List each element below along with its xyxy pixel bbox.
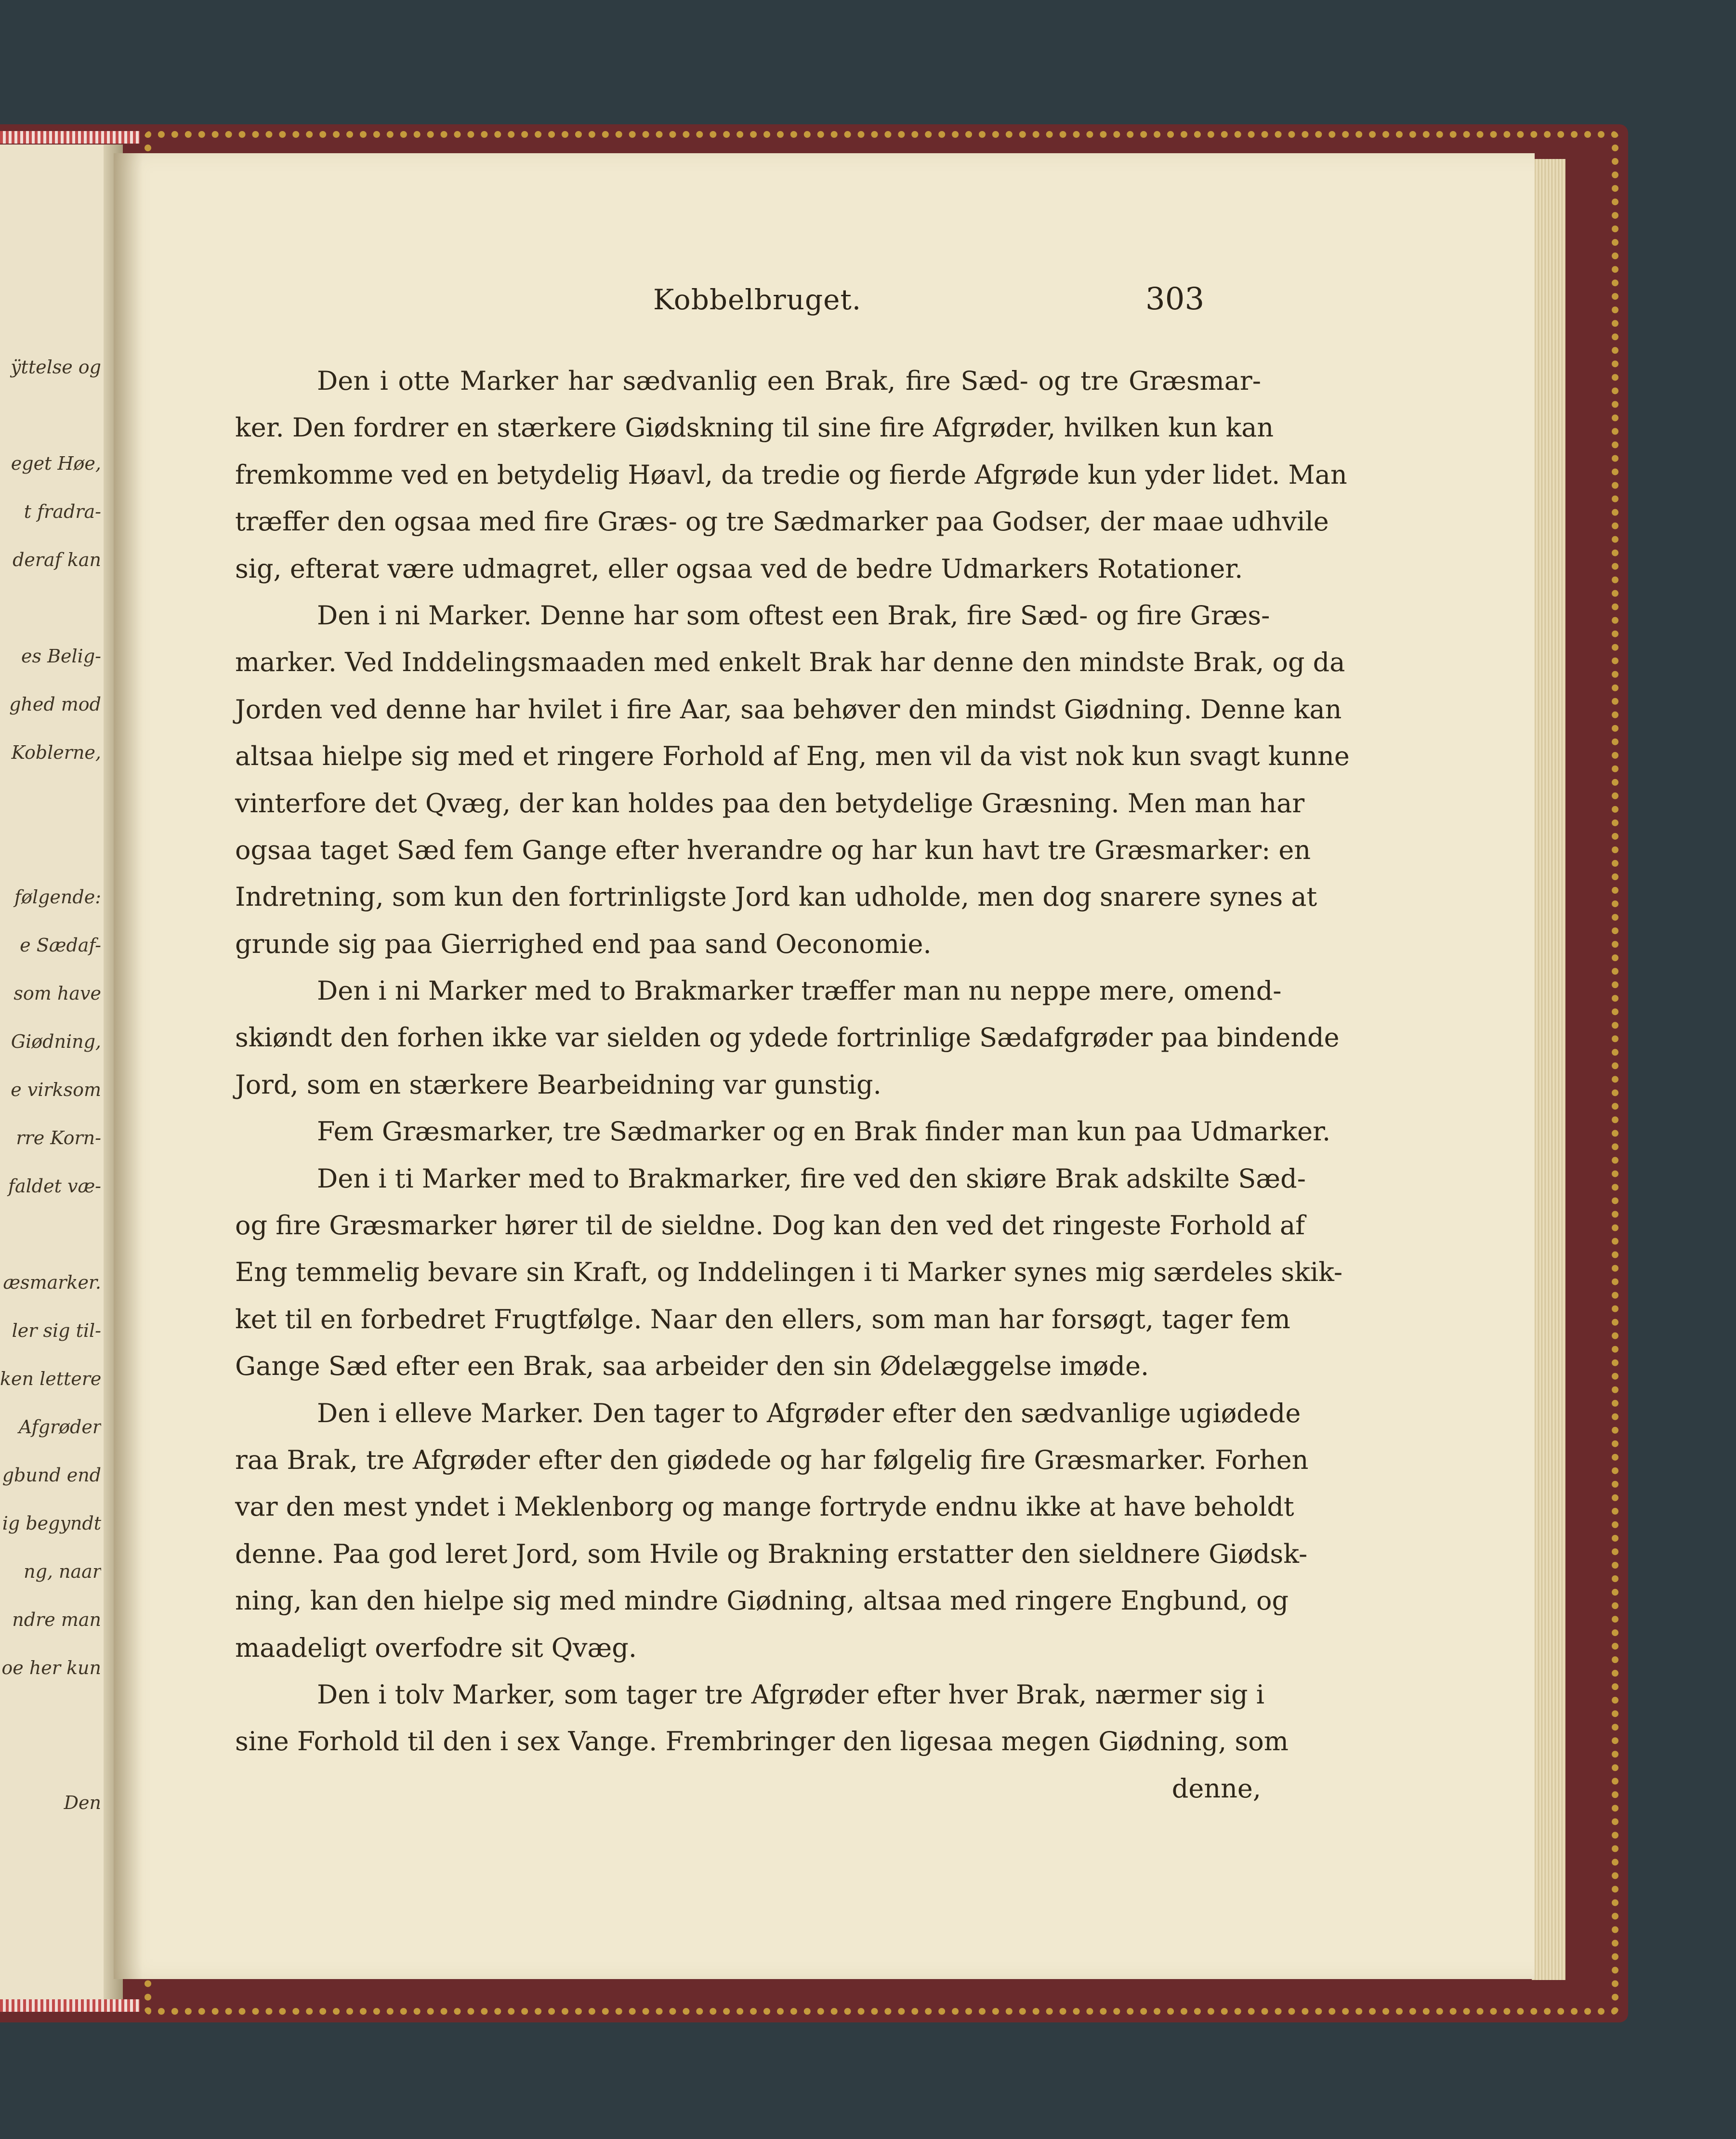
left-page-fragment: ig begyndt xyxy=(2,1513,101,1534)
text-line: marker. Ved Inddelingsmaaden med enkelt Brak har denne den mindste Brak, og da xyxy=(235,647,1345,678)
text-line: ogsaa taget Sæd fem Gange efter hverandre og har kun havt tre Græsmarker: en xyxy=(235,834,1311,865)
text-line: træffer den ogsaa med fire Græs- og tre Sædmarker paa Godser, der maae udhvile xyxy=(235,506,1329,537)
text-line: skiøndt den forhen ikke var sielden og ydede fortrinlige Sædafgrøder paa bindende xyxy=(235,1022,1340,1053)
text-line: altsaa hielpe sig med et ringere Forhold af Eng, men vil da vist nok kun svagt kunne xyxy=(235,741,1350,772)
text-line: Den i otte Marker har sædvanlig een Brak, fire Sæd- og tre Græsmar- xyxy=(317,366,1261,396)
page-gutter xyxy=(114,153,143,1979)
left-page-fragment: faldet væ- xyxy=(8,1175,101,1197)
text-line: Eng temmelig bevare sin Kraft, og Inddelingen i ti Marker synes mig særdeles skik- xyxy=(235,1257,1343,1288)
left-page-fragment: oe her kun xyxy=(1,1657,101,1678)
text-line: Den i elleve Marker. Den tager to Afgrøder efter den sædvanlige ugiødede xyxy=(317,1398,1301,1428)
text-line: Gange Sæd efter een Brak, saa arbeider den sin Ødelæggelse imøde. xyxy=(235,1351,1149,1382)
page-number: 303 xyxy=(1145,281,1205,317)
text-line: Jord, som en stærkere Bearbeidning var gunstig. xyxy=(235,1069,881,1100)
left-page-fragment: Afgrøder xyxy=(18,1416,101,1438)
left-page-fragment: t fradra- xyxy=(24,501,101,522)
left-page-fragment: som have xyxy=(13,983,101,1004)
text-line: grunde sig paa Gierrighed end paa sand Oeconomie. xyxy=(235,928,932,959)
left-page-fragment: Den xyxy=(64,1792,101,1813)
text-line: Den i ni Marker. Denne har som oftest een Brak, fire Sæd- og fire Græs- xyxy=(317,600,1270,631)
text-line: sig, efterat være udmagret, eller ogsaa ved de bedre Udmarkers Rotationer. xyxy=(235,553,1243,584)
text-line: Jorden ved denne har hvilet i fire Aar, saa behøver den mindst Giødning. Denne kan xyxy=(235,694,1342,725)
text-line: sine Forhold til den i sex Vange. Frembringer den ligesaa megen Giødning, som xyxy=(235,1726,1289,1757)
text-line: og fire Græsmarker hører til de sieldne. Dog kan den ved det ringeste Forhold af xyxy=(235,1210,1305,1241)
top-headband xyxy=(0,131,140,144)
text-line: maadeligt overfodre sit Qvæg. xyxy=(235,1632,637,1663)
left-page-fragment: ndre man xyxy=(12,1609,101,1630)
text-line: raa Brak, tre Afgrøder efter den giødede og har følgelig fire Græsmarker. Forhen xyxy=(235,1444,1309,1475)
left-page-fragment: eget Høe, xyxy=(11,453,101,474)
left-page-fragment: e Sædaf- xyxy=(20,935,101,956)
left-page-fragment: deraf kan xyxy=(13,549,101,570)
left-page-fragment: e virksom xyxy=(11,1079,101,1100)
text-line: Indretning, som kun den fortrinligste Jord kan udholde, men dog snarere synes at xyxy=(235,882,1317,912)
left-page xyxy=(0,145,116,2004)
text-line: ker. Den fordrer en stærkere Giødskning til sine fire Afgrøder, hvilken kun kan xyxy=(235,412,1274,443)
bottom-headband xyxy=(0,1999,140,2012)
left-page-fragment: Koblerne, xyxy=(11,742,101,763)
text-line: var den mest yndet i Meklenborg og mange fortryde endnu ikke at have beholdt xyxy=(235,1492,1294,1522)
text-line: ket til en forbedret Frugtfølge. Naar den ellers, som man har forsøgt, tager fem xyxy=(235,1304,1290,1334)
text-line: fremkomme ved en betydelig Høavl, da tredie og fierde Afgrøde kun yder lidet. Man xyxy=(235,459,1347,490)
text-line: denne, xyxy=(1171,1773,1261,1804)
running-head: Kobbelbruget. xyxy=(653,283,862,316)
left-page-fragment: rre Korn- xyxy=(16,1127,101,1149)
page-edges xyxy=(1532,159,1565,1980)
left-page-fragment: ÿttelse og xyxy=(11,356,101,378)
left-page-fragment: ng, naar xyxy=(24,1561,101,1582)
text-line: Fem Græsmarker, tre Sædmarker og en Brak finder man kun paa Udmarker. xyxy=(317,1116,1331,1147)
left-page-fragment: æsmarker. xyxy=(3,1272,101,1293)
text-line: Den i tolv Marker, som tager tre Afgrøder efter hver Brak, nærmer sig i xyxy=(317,1679,1265,1710)
text-line: Den i ti Marker med to Brakmarker, fire ved den skiøre Brak adskilte Sæd- xyxy=(317,1163,1306,1194)
text-line: denne. Paa god leret Jord, som Hvile og Brakning erstatter den sieldnere Giødsk- xyxy=(235,1538,1308,1569)
text-line: Den i ni Marker med to Brakmarker træffer man nu neppe mere, omend- xyxy=(317,976,1282,1006)
left-page-fragment: ler sig til- xyxy=(12,1320,101,1341)
left-page-fragment: Giødning, xyxy=(11,1031,101,1052)
body-text xyxy=(235,357,1350,1812)
left-page-fragment: es Belig- xyxy=(21,646,101,667)
left-page-fragment: ghed mod xyxy=(9,694,101,715)
left-page-fragment: ken lettere xyxy=(0,1368,101,1389)
text-line: vinterfore det Qvæg, der kan holdes paa den betydelige Græsning. Men man har xyxy=(235,788,1305,819)
text-line: ning, kan den hielpe sig med mindre Giødning, altsaa med ringere Engbund, og xyxy=(235,1585,1289,1616)
left-page-fragment: følgende: xyxy=(14,886,101,908)
left-page-fragment: gbund end xyxy=(2,1465,101,1486)
